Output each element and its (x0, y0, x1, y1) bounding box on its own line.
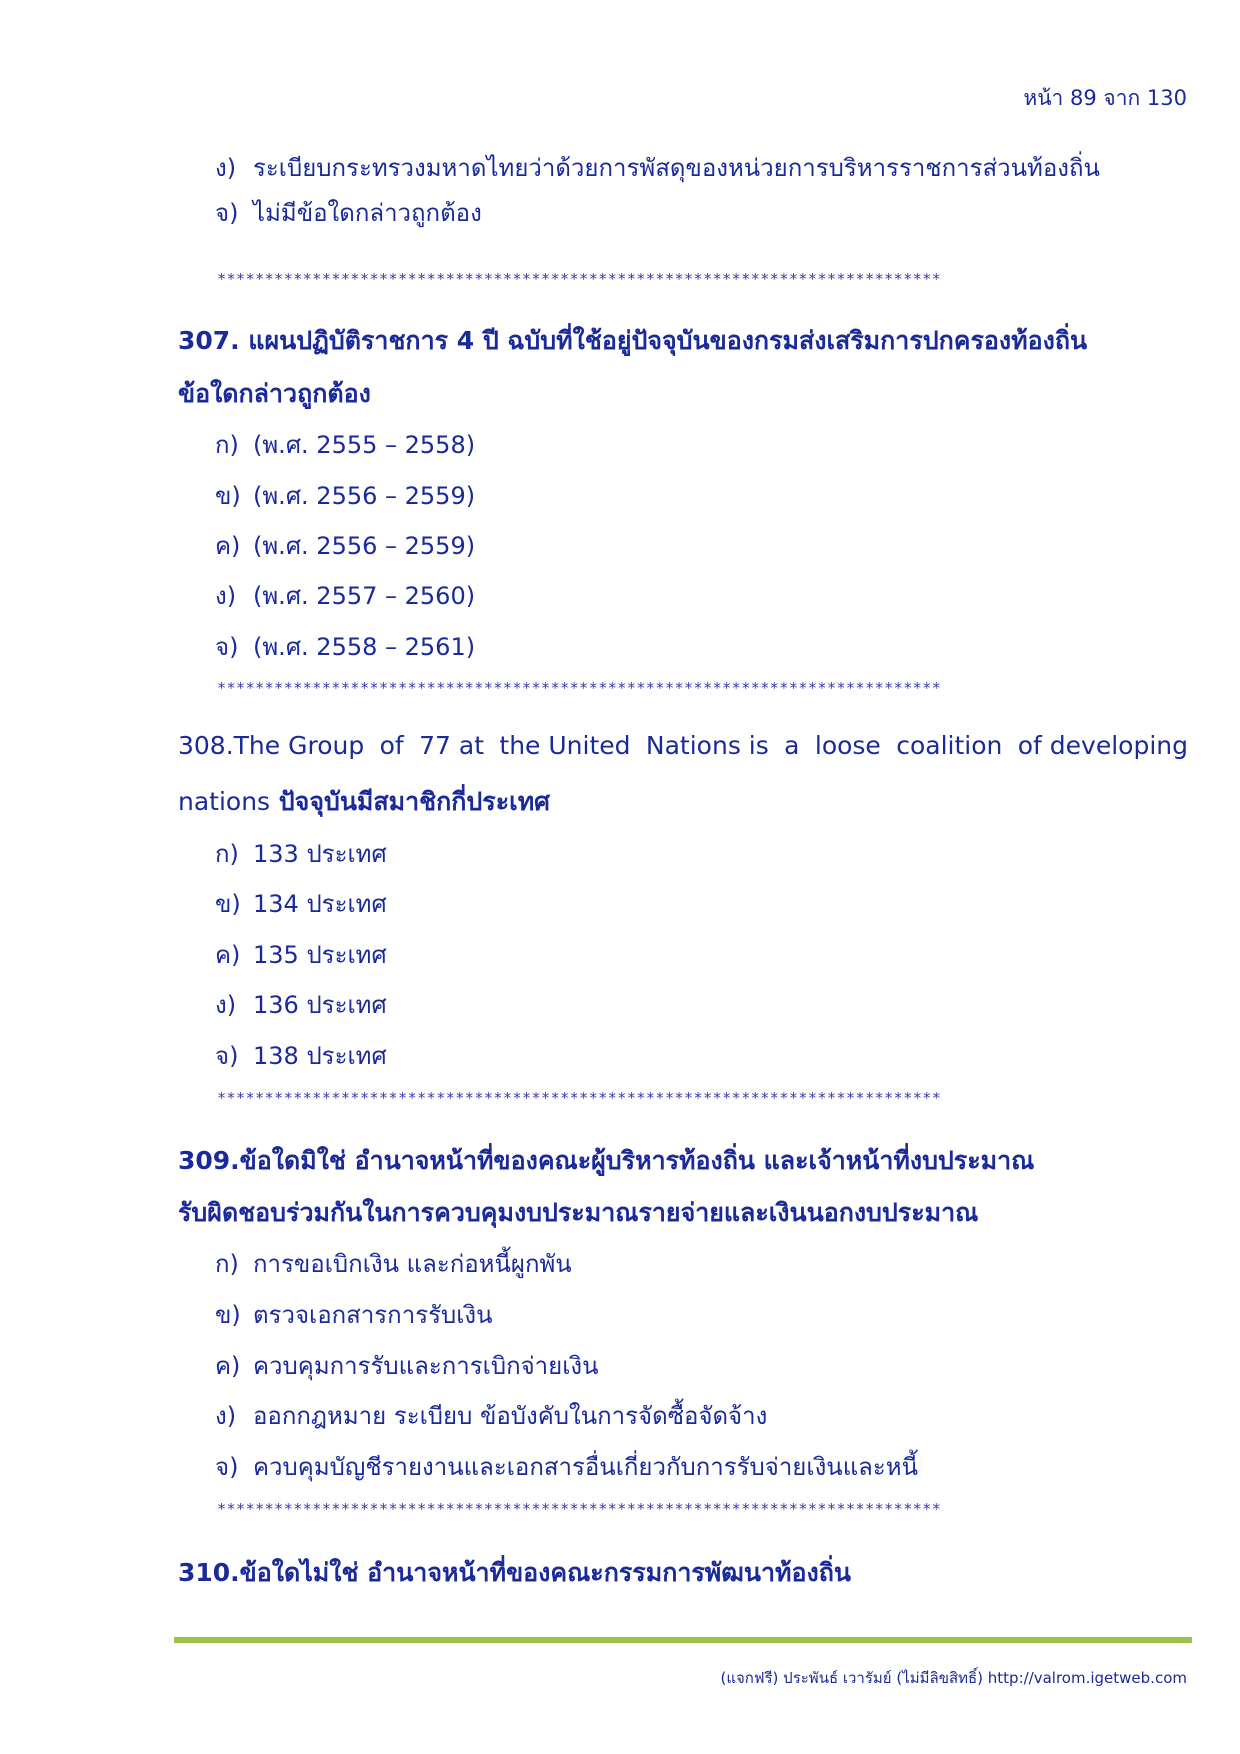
option-letter: ข) (215, 1301, 241, 1329)
option-text: ควบคุมการรับและการเบิกจ่ายเงิน (253, 1352, 599, 1380)
q309-option-e (215, 1447, 918, 1486)
option-text: ควบคุมบัญชีรายงานและเอกสารอื่นเกี่ยวกับการรับจ่ายเงินและหนี้ (253, 1453, 918, 1481)
option-letter: ก) (215, 431, 239, 459)
option-text: ออกกฎหมาย ระเบียบ ข้อบังคับในการจัดซื้อจัดจ้าง (253, 1402, 768, 1430)
question-308-line2 (178, 782, 550, 822)
question-word: a (784, 731, 800, 760)
option-letter: ค) (215, 941, 241, 969)
option-letter: ค) (215, 1352, 241, 1380)
q307-option-a (215, 425, 475, 464)
question-word: nations (178, 787, 271, 816)
q309-option-d (215, 1396, 767, 1435)
footer-rule (174, 1637, 1192, 1643)
question-word: of (379, 731, 404, 760)
option-letter: ก) (215, 840, 239, 868)
option-letter: จ) (215, 1453, 239, 1481)
option-letter: ง) (215, 154, 237, 182)
option-text: 136 ประเทศ (253, 991, 387, 1019)
q308-option-e (215, 1036, 387, 1075)
option-letter: ง) (215, 991, 237, 1019)
q307-option-b (215, 476, 475, 515)
option-text: 134 ประเทศ (253, 890, 387, 918)
q309-option-c (215, 1346, 599, 1385)
option-letter: จ) (215, 199, 239, 227)
option-letter: ค) (215, 532, 241, 560)
q307-option-d (215, 576, 475, 615)
q308-option-b (215, 884, 387, 923)
separator: **************************************************************************** (217, 1500, 942, 1518)
page-number: หน้า 89 จาก 130 (1023, 86, 1187, 110)
option-text: การขอเบิกเงิน และก่อหนี้ผูกพัน (253, 1250, 572, 1278)
option-text: 138 ประเทศ (253, 1042, 387, 1070)
q308-option-c (215, 935, 387, 974)
question-word: Nations is (645, 731, 769, 760)
option-text: (พ.ศ. 2557 – 2560) (253, 582, 476, 610)
option-letter: จ) (215, 1042, 239, 1070)
q308-option-a (215, 834, 387, 873)
option-letter: จ) (215, 633, 239, 661)
question-310-line1: 310.ข้อใดไม่ใช่ อำนาจหน้าที่ของคณะกรรมการพัฒนาท้องถิ่น (178, 1558, 851, 1587)
q309-option-a (215, 1244, 572, 1283)
question-word: the United (499, 731, 631, 760)
question-word: 308.The Group (178, 731, 365, 760)
question-word: loose (814, 731, 881, 760)
q307-option-c (215, 526, 475, 565)
option-letter: ก) (215, 1250, 239, 1278)
option-text: ตรวจเอกสารการรับเงิน (253, 1301, 493, 1329)
option-text: (พ.ศ. 2556 – 2559) (253, 532, 476, 560)
question-word: 77 at (419, 731, 484, 760)
option-text: (พ.ศ. 2555 – 2558) (253, 431, 476, 459)
q307-option-e (215, 627, 475, 666)
option-letter: ง) (215, 1402, 237, 1430)
option-letter: ข) (215, 890, 241, 918)
option-letter: ข) (215, 482, 241, 510)
separator: **************************************************************************** (217, 1089, 942, 1107)
question-word: of developing (1017, 731, 1188, 760)
separator: **************************************************************************** (217, 270, 942, 288)
option-text: (พ.ศ. 2556 – 2559) (253, 482, 476, 510)
question-309-line1: 309.ข้อใดมิใช่ อำนาจหน้าที่ของคณะผู้บริหารท้องถิ่น และเจ้าหน้าที่งบประมาณ (178, 1146, 1035, 1175)
footer-text: (แจกฟรี) ประพันธ์ เวารัมย์ (ไม่มีลิขสิทธิ์) http://valrom.igetweb.com (720, 1669, 1187, 1687)
option-text: 135 ประเทศ (253, 941, 387, 969)
option-text: 133 ประเทศ (253, 840, 387, 868)
question-307-line1: 307. แผนปฏิบัติราชการ 4 ปี ฉบับที่ใช้อยู่ปัจจุบันของกรมส่งเสริมการปกครองท้องถิ่น (178, 326, 1088, 355)
option-text: ระเบียบกระทรวงมหาดไทยว่าด้วยการพัสดุของหน่วยการบริหารราชการส่วนท้องถิ่น (253, 154, 1100, 182)
question-309-line2: รับผิดชอบร่วมกันในการควบคุมงบประมาณรายจ่ายและเงินนอกงบประมาณ (178, 1198, 979, 1227)
q309-option-b (215, 1295, 493, 1334)
question-text: ปัจจุบันมีสมาชิกกี่ประเทศ (278, 787, 551, 816)
question-307-line2: ข้อใดกล่าวถูกต้อง (178, 379, 371, 408)
question-308-line1 (178, 731, 1188, 760)
question-word: coalition (896, 731, 1003, 760)
separator: **************************************************************************** (217, 679, 942, 697)
prev-option-d (215, 148, 1100, 187)
q308-option-d (215, 985, 387, 1024)
option-text: (พ.ศ. 2558 – 2561) (253, 633, 476, 661)
prev-option-e (215, 193, 482, 232)
option-text: ไม่มีข้อใดกล่าวถูกต้อง (253, 199, 482, 227)
option-letter: ง) (215, 582, 237, 610)
